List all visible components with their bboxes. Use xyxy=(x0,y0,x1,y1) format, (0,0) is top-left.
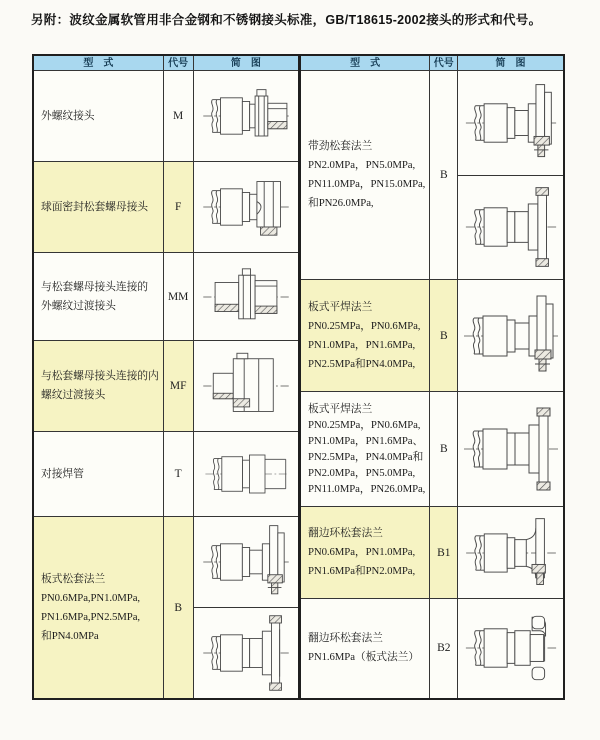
fitting-type-cell xyxy=(33,162,163,253)
fitting-type-line: 球面密封松套螺母接头 xyxy=(41,200,148,213)
butt-weld-pipe-diagram xyxy=(198,436,294,512)
fitting-type-line: PN11.0MPa，PN26.0MPa, xyxy=(308,483,426,495)
document-title: 另附：波纹金属软管用非合金钢和不锈钢接头标准，GB/T18615-2002接头的形式和代号。 xyxy=(31,13,542,27)
table-row xyxy=(300,392,564,507)
fitting-type-line: PN0.25MPa，PN0.6MPa, xyxy=(308,419,421,431)
female-thread-adapter-nipple-diagram xyxy=(198,346,294,426)
fitting-type-cell xyxy=(300,507,430,599)
plate-loose-flange-diagram-bottom xyxy=(198,613,294,693)
fitting-type-line: 板式平焊法兰 xyxy=(308,300,373,313)
fittings-table-right xyxy=(299,54,565,700)
fitting-code-cell: B2 xyxy=(430,599,458,699)
fitting-code-cell: B xyxy=(163,517,193,700)
fitting-type-line: 螺纹过渡接头 xyxy=(41,389,106,401)
fitting-type-line: PN0.6MPa，PN1.0MPa, xyxy=(308,546,416,558)
fitting-diagram-cell xyxy=(193,432,299,517)
male-thread-adapter-nipple-diagram xyxy=(198,257,294,337)
fitting-diagram-cell xyxy=(458,280,564,392)
fitting-type-line: 翻边环松套法兰 xyxy=(308,632,383,645)
fitting-diagram-cell xyxy=(458,71,564,280)
diagram-sub-cell xyxy=(458,71,563,175)
header-code: 代号 xyxy=(163,55,193,71)
fitting-type-line: 翻边环松套法兰 xyxy=(308,527,383,539)
neck-loose-flange-diagram-bottom xyxy=(463,183,559,271)
table-row xyxy=(33,71,299,162)
fitting-type-cell xyxy=(33,253,163,341)
fitting-diagram-cell xyxy=(458,507,564,599)
diagram-sub-cell xyxy=(194,607,299,698)
fitting-type-cell xyxy=(300,71,430,280)
fitting-type-cell xyxy=(300,599,430,699)
fitting-diagram-cell xyxy=(193,253,299,341)
fitting-type-cell xyxy=(33,432,163,517)
male-thread-fitting-diagram xyxy=(198,76,294,156)
neck-loose-flange-diagram-top xyxy=(463,79,559,167)
fitting-type-line: PN1.6MPa,PN2.5MPa, xyxy=(41,610,140,623)
fitting-code-cell: MF xyxy=(163,341,193,432)
diagram-sub-cell xyxy=(194,517,299,607)
fitting-type-line: PN0.25MPa，PN0.6MPa, xyxy=(308,319,421,332)
header-type: 型 式 xyxy=(33,55,163,71)
diagram-sub-cell xyxy=(458,175,563,280)
fitting-type-line: 外螺纹过渡接头 xyxy=(41,299,116,312)
fitting-type-line: PN1.6MPa和PN2.0MPa, xyxy=(308,565,416,577)
fitting-type-cell xyxy=(33,341,163,432)
flared-ring-loose-flange-plate-type-diagram xyxy=(463,604,559,692)
table-row xyxy=(33,432,299,517)
fitting-type-line: 对接焊管 xyxy=(41,467,84,480)
fitting-type-line: 板式平焊法兰 xyxy=(308,403,373,415)
fitting-diagram-cell xyxy=(458,392,564,507)
fitting-type-line: PN2.0MPa，PN5.0MPa, xyxy=(308,467,416,479)
fitting-diagram-cell xyxy=(193,517,299,700)
fitting-code-cell: M xyxy=(163,71,193,162)
fitting-type-line: 与松套螺母接头连接的内 xyxy=(41,370,159,382)
fitting-diagram-cell xyxy=(193,341,299,432)
table-row xyxy=(33,517,299,700)
spherical-seal-loose-nut-diagram xyxy=(198,167,294,247)
fitting-code-cell: B1 xyxy=(430,507,458,599)
table-header-row xyxy=(300,55,564,71)
fitting-type-line: PN1.6MPa（板式法兰） xyxy=(308,651,420,664)
fitting-code-cell: B xyxy=(430,280,458,392)
header-diagram: 简 图 xyxy=(193,55,299,71)
fitting-type-line: PN2.0MPa，PN5.0MPa, xyxy=(308,159,416,171)
fittings-table-left xyxy=(32,54,300,700)
header-code: 代号 xyxy=(430,55,458,71)
flared-ring-loose-flange-diagram xyxy=(463,511,559,595)
fitting-type-cell xyxy=(300,392,430,507)
fitting-type-line: PN1.0MPa，PN1.6MPa、 xyxy=(308,435,424,447)
header-type: 型 式 xyxy=(300,55,430,71)
fitting-type-line: 和PN4.0MPa xyxy=(41,629,99,642)
table-row xyxy=(33,253,299,341)
fitting-type-line: 板式松套法兰 xyxy=(41,572,106,585)
header-diagram: 简 图 xyxy=(458,55,564,71)
flat-weld-plate-flange-symmetric-diagram xyxy=(461,402,561,496)
fitting-type-cell xyxy=(33,71,163,162)
fitting-code-cell: F xyxy=(163,162,193,253)
fitting-code-cell: MM xyxy=(163,253,193,341)
fitting-code-cell: T xyxy=(163,432,193,517)
table-header-row xyxy=(33,55,299,71)
fitting-type-line: PN2.5MPa，PN4.0MPa和 xyxy=(308,451,424,463)
fitting-type-line: PN2.5MPa和PN4.0MPa, xyxy=(308,357,416,370)
table-row xyxy=(300,280,564,392)
table-row xyxy=(300,71,564,280)
table-row xyxy=(33,162,299,253)
fitting-type-cell xyxy=(33,517,163,700)
flat-weld-plate-flange-diagram xyxy=(461,290,561,382)
table-row xyxy=(300,599,564,699)
fitting-type-line: 带劲松套法兰 xyxy=(308,140,373,152)
fitting-type-line: PN11.0MPa，PN15.0MPa, xyxy=(308,178,426,190)
fitting-code-cell: B xyxy=(430,392,458,507)
fitting-type-line: 和PN26.0MPa, xyxy=(308,197,374,209)
fitting-code-cell: B xyxy=(430,71,458,280)
fitting-type-line: 与松套螺母接头连接的 xyxy=(41,280,148,293)
table-row xyxy=(300,507,564,599)
fitting-diagram-cell xyxy=(193,162,299,253)
fitting-type-line: PN0.6MPa,PN1.0MPa, xyxy=(41,591,140,604)
fitting-diagram-cell xyxy=(193,71,299,162)
fitting-type-cell xyxy=(300,280,430,392)
fitting-diagram-cell xyxy=(458,599,564,699)
fitting-type-line: 外螺纹接头 xyxy=(41,109,95,122)
fitting-type-line: PN1.0MPa，PN1.6MPa, xyxy=(308,338,416,351)
plate-loose-flange-diagram-top xyxy=(198,522,294,602)
table-row xyxy=(33,341,299,432)
